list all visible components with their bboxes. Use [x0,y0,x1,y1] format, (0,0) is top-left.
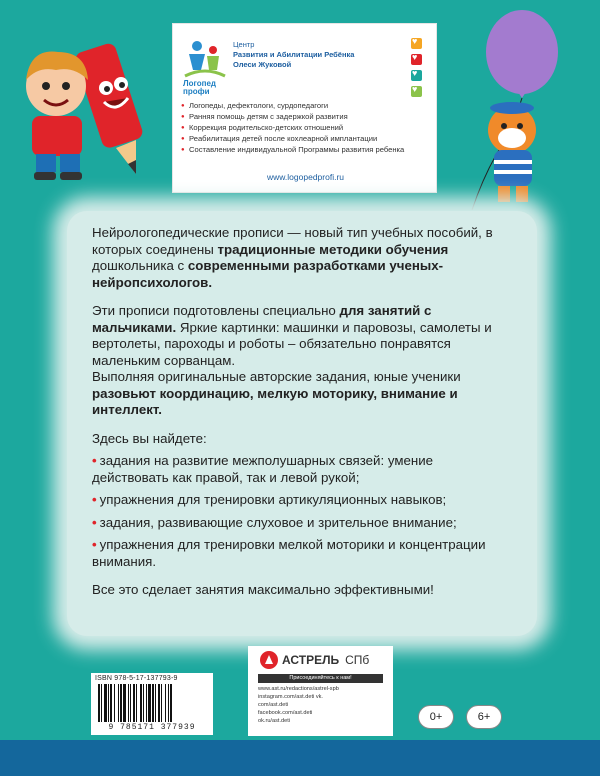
logo-name-line1: Логопед [183,79,216,88]
find-title: Здесь вы найдете: [92,430,207,446]
barcode [97,684,207,722]
barcode-bar [148,684,151,722]
logopedprofi-logo-icon [183,36,227,80]
heart-icons [411,38,422,97]
bottom-band [0,740,600,776]
website-link[interactable]: www.logopedprofi.ru [266,172,344,182]
barcode-digits: 9 785171 377939 [108,723,196,732]
feature-item: • упражнения для тренировки мелкой моторики и концентрации внимания. [92,537,512,570]
barcode-bar [146,684,147,722]
tiger-balloon-illustration [452,10,592,215]
barcode-bar [98,684,100,722]
publisher-link[interactable]: www.ast.ru/redactions/astrel-spb [258,686,339,692]
boys-paragraph [92,303,512,369]
barcode-bar [123,684,126,722]
features-list [92,453,512,570]
services-list [181,101,431,156]
barcode-bar [165,684,166,722]
publisher-block [248,646,393,736]
barcode-bar [155,684,156,722]
service-item: ● Коррекция родительско-детских отношений [181,123,431,133]
service-item: ● Составление индивидуальной Программы развития ребенка [181,145,431,155]
intro-text-1: Нейрологопедические прописи — новый тип учебных пособий, в которых соединены [92,225,493,257]
age-rating-0: 0+ [418,705,454,729]
age-rating-6: 6+ [466,705,502,729]
intro-text-2: дошкольника с [92,258,188,273]
feature-item: • задания на развитие межполушарных связей: умение действовать как правой, так и левой рукой; [92,453,512,486]
publisher-link[interactable]: ok.ru/ast.deti [258,718,291,724]
barcode-bar [114,684,115,722]
astrel-logo-icon [260,651,278,669]
barcode-bar [128,684,129,722]
publisher-link[interactable]: com/ast.deti [258,702,289,708]
logopedprofi-card [172,23,437,193]
barcode-bar [161,684,162,722]
barcode-bar [136,684,137,722]
boy-pencil-illustration [8,36,168,191]
isbn-label: ISBN 978-5-17-137793-9 [95,675,178,682]
barcode-bar [101,684,102,722]
barcode-bar [108,684,109,722]
publisher-logo [260,651,369,669]
barcode-bar [104,684,107,722]
barcode-bar [118,684,119,722]
isbn-barcode-block [91,673,213,735]
description-text [92,225,512,611]
publisher-name: АСТРЕЛЬ [282,653,340,667]
center-title [233,40,354,70]
feature-item: • упражнения для тренировки артикуляционных навыков; [92,492,512,509]
center-title-line1: Центр [233,40,255,49]
publisher-links [258,685,339,725]
boys-bold-1: для занятий с мальчиками. [92,303,432,335]
intro-bold-1: традиционные методики обучения [217,241,449,257]
center-title-line2: Развития и Абилитации Ребёнка [233,50,355,59]
skills-bold-1: разовьют координацию, мелкую моторику, внимание и интеллект. [92,385,458,417]
barcode-bar [133,684,135,722]
logo-text [183,80,216,96]
barcode-bar [120,684,122,722]
barcode-bar [110,684,112,722]
barcode-bar [130,684,131,722]
boys-text-1: Эти прописи подготовлены специально [92,303,340,318]
publisher-link[interactable]: facebook.com/ast.deti [258,710,313,716]
intro-paragraph [92,225,512,291]
heart-icon [411,54,422,65]
barcode-bar [158,684,160,722]
center-title-line3: Олеси Жуковой [233,60,292,69]
closing-line: Все это сделает занятия максимально эффективными! [92,582,434,597]
balloon [486,10,558,94]
pencil-character [74,42,145,174]
join-us-banner: Присоединяйтесь к нам! [258,674,383,683]
service-item: ● Реабилитация детей после кохлеарной имплантации [181,134,431,144]
barcode-bar [140,684,142,722]
publisher-city: СПб [345,653,370,667]
intro-bold-2: современными разработками ученых-нейропсихологов. [92,258,444,290]
publisher-link[interactable]: instagram.com/ast.deti vk. [258,694,323,700]
barcode-bar [152,684,154,722]
barcode-bar [168,684,169,722]
heart-icon [411,86,422,97]
heart-icon [411,70,422,81]
boy-character [26,52,88,180]
skills-text-1: Выполняя оригинальные авторские задания, юные ученики [92,369,461,384]
barcode-bar [143,684,144,722]
tiger-character [488,102,536,202]
feature-item: • задания, развивающие слуховое и зрительное внимание; [92,515,512,532]
service-item: ● Логопеды, дефектологи, сурдопедагоги [181,101,431,111]
boys-text-2: Яркие картинки: машинки и паровозы, самолеты и вертолеты, пароходы и роботы – обязательно понравятся маленьким сорванцам. [92,319,492,368]
barcode-bar [170,684,172,722]
heart-icon [411,38,422,49]
service-item: ● Ранняя помощь детям с задержкой развития [181,112,431,122]
logo-name-line2: профи [183,87,210,96]
skills-paragraph [92,369,512,419]
